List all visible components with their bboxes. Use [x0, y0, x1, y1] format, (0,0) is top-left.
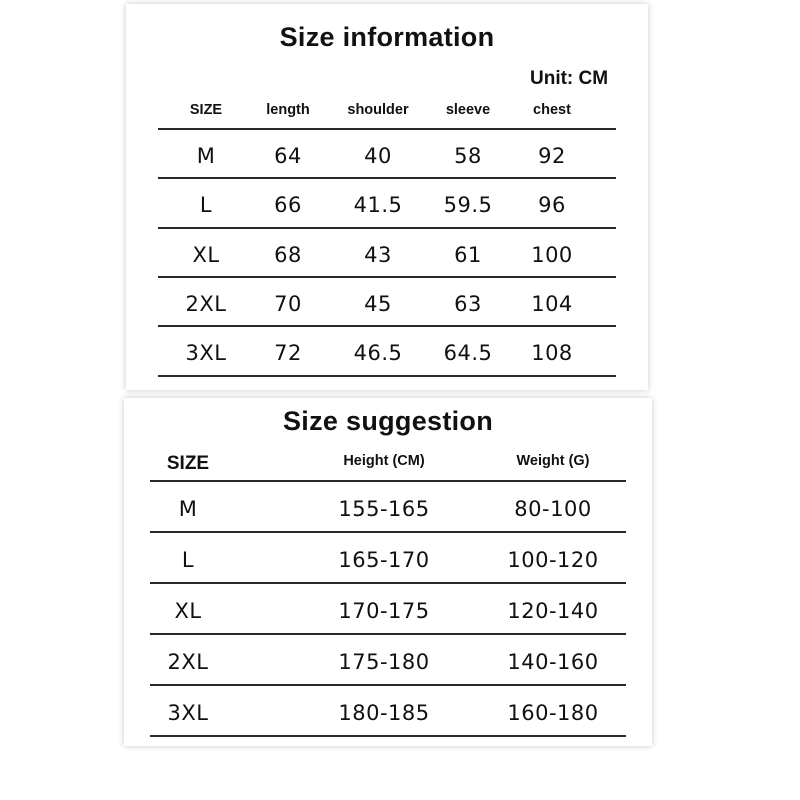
column-header: SIZE	[166, 453, 210, 474]
row-divider	[158, 177, 616, 179]
unit-label: Unit: CM	[530, 68, 609, 89]
row-divider	[150, 480, 626, 482]
size-cell: 2XL	[185, 291, 227, 316]
size-cell: L	[199, 193, 213, 218]
size-cell: M	[178, 497, 198, 521]
value-cell: 72	[274, 341, 302, 366]
row-divider	[158, 227, 616, 229]
size-suggestion-title: Size suggestion	[282, 406, 494, 436]
value-cell: 155-165	[338, 497, 430, 521]
size-suggestion-panel	[124, 398, 652, 746]
row-divider	[150, 684, 626, 686]
size-cell: 3XL	[185, 341, 227, 366]
value-cell: 108	[531, 341, 573, 366]
row-divider	[158, 276, 616, 278]
value-cell: 160-180	[507, 701, 599, 725]
size-cell: XL	[174, 599, 202, 623]
value-cell: 46.5	[353, 341, 403, 366]
size-cell: M	[196, 144, 216, 168]
value-cell: 45	[364, 291, 392, 316]
value-cell: 180-185	[338, 701, 430, 725]
value-cell: 140-160	[507, 650, 599, 674]
column-header: Weight (G)	[516, 453, 590, 469]
size-cell: XL	[192, 242, 220, 267]
value-cell: 64.5	[443, 341, 493, 366]
row-divider	[150, 531, 626, 533]
column-header: shoulder	[347, 102, 409, 118]
value-cell: 64	[274, 144, 302, 168]
column-header: Height (CM)	[343, 453, 425, 469]
row-divider	[150, 633, 626, 635]
row-divider	[158, 325, 616, 327]
value-cell: 66	[274, 193, 302, 218]
value-cell: 40	[364, 144, 392, 168]
value-cell: 80-100	[514, 497, 592, 521]
value-cell: 175-180	[338, 650, 430, 674]
value-cell: 165-170	[338, 548, 430, 572]
row-divider	[150, 735, 626, 737]
row-divider	[158, 375, 616, 377]
size-cell: 2XL	[167, 650, 209, 674]
value-cell: 170-175	[338, 599, 430, 623]
size-cell: 3XL	[167, 701, 209, 725]
value-cell: 96	[538, 193, 566, 218]
size-cell: L	[181, 548, 195, 572]
value-cell: 61	[454, 242, 482, 267]
size-information-title: Size information	[279, 22, 495, 52]
row-divider	[158, 128, 616, 130]
value-cell: 100	[531, 242, 573, 267]
value-cell: 104	[531, 291, 573, 316]
value-cell: 58	[454, 144, 482, 168]
value-cell: 68	[274, 242, 302, 267]
row-divider	[150, 582, 626, 584]
value-cell: 100-120	[507, 548, 599, 572]
value-cell: 59.5	[443, 193, 493, 218]
value-cell: 41.5	[353, 193, 403, 218]
value-cell: 43	[364, 242, 392, 267]
value-cell: 120-140	[507, 599, 599, 623]
column-header: sleeve	[445, 102, 491, 118]
value-cell: 92	[538, 144, 566, 168]
column-header: chest	[533, 102, 571, 118]
size-information-panel	[126, 4, 648, 390]
column-header: SIZE	[189, 102, 223, 118]
column-header: length	[266, 102, 310, 118]
value-cell: 63	[454, 291, 482, 316]
value-cell: 70	[274, 291, 302, 316]
